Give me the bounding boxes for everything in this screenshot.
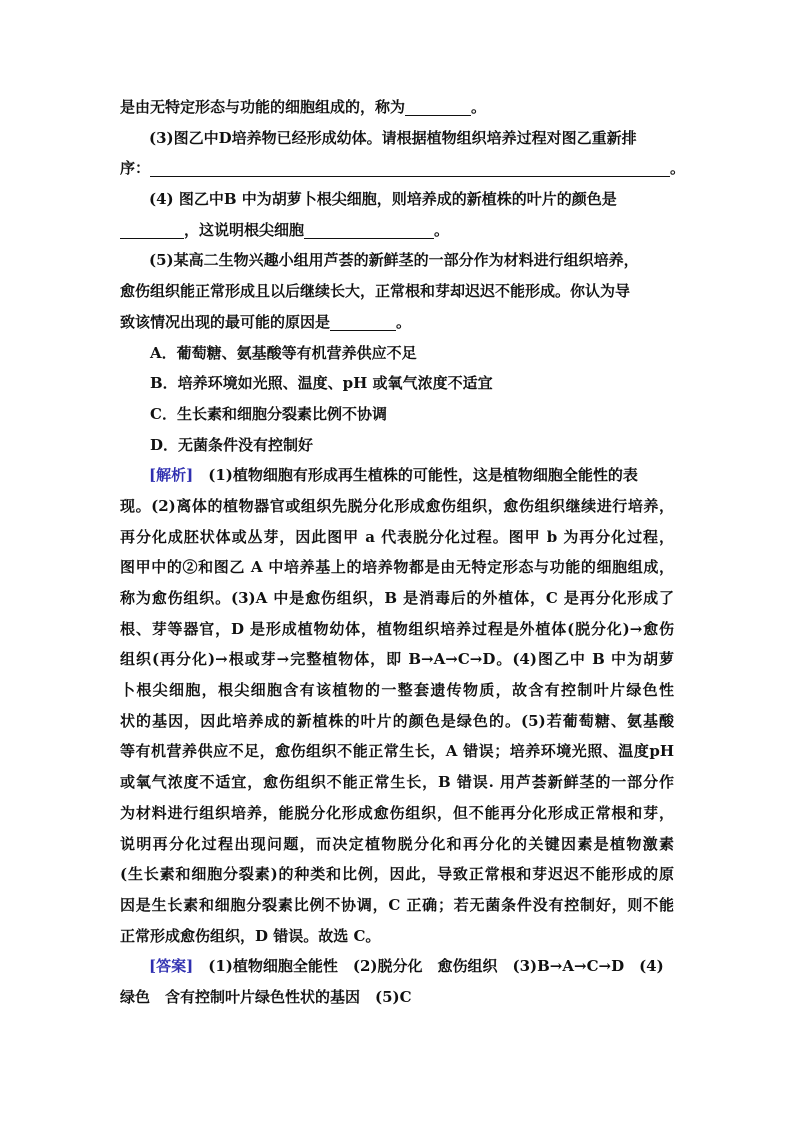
question-text: 是由无特定形态与功能的细胞组成的，称为 (120, 98, 406, 116)
question-5-end: 。 (396, 312, 412, 331)
analysis-first-line (120, 460, 674, 491)
option-b: B．培养环境如光照、温度、pH 或氧气浓度不适宜 (150, 374, 493, 393)
question-5-line-1: (5)某高二生物兴趣小组用芦荟的新鲜茎的一部分作为材料进行组织培养， (149, 251, 639, 270)
question-3-line-1: (3)图乙中D培养物已经形成幼体。请根据植物组织培养过程对图乙重新排 (149, 128, 637, 147)
question-3-end: 。 (670, 159, 686, 178)
question-4-line-2 (120, 215, 674, 246)
option-d: D．无菌条件没有控制好 (150, 435, 314, 454)
answer-blank (150, 158, 670, 177)
analysis-line: 说明再分化过程出现问题，而决定植物脱分化和再分化的关键因素是植物激素 (120, 834, 674, 853)
question-3-prefix: 序： (120, 159, 151, 178)
analysis-tag: [解析] (149, 466, 194, 485)
question-5-line-3 (120, 307, 674, 338)
analysis-line: 图甲中的②和图乙 A 中培养基上的培养物都是由无特定形态与功能的细胞组成， (120, 558, 674, 577)
option-a: A．葡萄糖、氨基酸等有机营养供应不足 (150, 343, 417, 362)
answer-blank (304, 220, 434, 239)
answer-blank (405, 97, 471, 116)
analysis-line: 状的基因，因此培养成的新植株的叶片的颜色是绿色的。(5)若葡萄糖、氨基酸 (120, 711, 674, 730)
analysis-line: 因是生长素和细胞分裂素比例不协调，C 正确；若无菌条件没有控制好，则不能 (120, 895, 674, 914)
analysis-line: 现。(2)离体的植物器官或组织先脱分化形成愈伤组织，愈伤组织继续进行培养， (120, 496, 674, 515)
analysis-line: 或氧气浓度不适宜，愈伤组织不能正常生长，B 错误. 用芦荟新鲜茎的一部分作 (120, 773, 674, 792)
question-4-end: 。 (434, 220, 450, 239)
answer-tag: [答案] (149, 957, 194, 976)
question-text-end: 。 (471, 98, 487, 116)
analysis-line: 卜根尖细胞，根尖细胞含有该植物的一整套遗传物质，故含有控制叶片绿色性 (120, 681, 674, 700)
analysis-first-text: (1)植物细胞有形成再生植株的可能性，这是植物细胞全能性的表 (208, 466, 638, 485)
question-4-line-1: (4) 图乙中B 中为胡萝卜根尖细胞，则培养成的新植株的叶片的颜色是 (149, 190, 617, 209)
analysis-line: 称为愈伤组织。(3)A 中是愈伤组织，B 是消毒后的外植体，C 是再分化形成了 (120, 589, 674, 607)
option-c: C．生长素和细胞分裂素比例不协调 (150, 404, 387, 423)
question-5-line-2: 愈伤组织能正常形成且以后继续长大，正常根和芽却迟迟不能形成。你认为导 (120, 282, 631, 301)
answer-second-line: 绿色 含有控制叶片绿色性状的基因 (5)C (120, 987, 412, 1006)
answer-first-line (120, 951, 674, 982)
answer-blank (330, 312, 396, 331)
analysis-line: 组织(再分化)→根或芽→完整植物体，即 B→A→C→D。(4)图乙中 B 中为胡萝 (120, 650, 674, 669)
analysis-line: (生长素和细胞分裂素)的种类和比例，因此，导致正常根和芽迟迟不能形成的原 (120, 865, 674, 884)
analysis-line: 再分化成胚状体或丛芽，因此图甲 a 代表脱分化过程。图甲 b 为再分化过程， (120, 527, 674, 546)
question-5-text: 致该情况出现的最可能的原因是 (120, 312, 331, 331)
analysis-last-line: 正常形成愈伤组织，D 错误。故选 C。 (120, 926, 381, 945)
analysis-line: 根、芽等器官，D 是形成植物幼体，植物组织培养过程是外植体(脱分化)→愈伤 (120, 619, 674, 638)
question-4-mid: ，这说明根尖细胞 (184, 220, 305, 239)
analysis-line: 等有机营养供应不足，愈伤组织不能正常生长，A 错误；培养环境光照、温度pH (120, 742, 674, 761)
analysis-line: 为材料进行组织培养，能脱分化形成愈伤组织，但不能再分化形成正常根和芽， (120, 803, 674, 822)
answer-blank (120, 220, 184, 239)
answer-text: (1)植物细胞全能性 (2)脱分化 愈伤组织 (3)B→A→C→D (4) (208, 957, 664, 976)
question-3-line-2 (120, 153, 686, 184)
question-line (120, 92, 674, 123)
document-page (120, 92, 686, 1013)
